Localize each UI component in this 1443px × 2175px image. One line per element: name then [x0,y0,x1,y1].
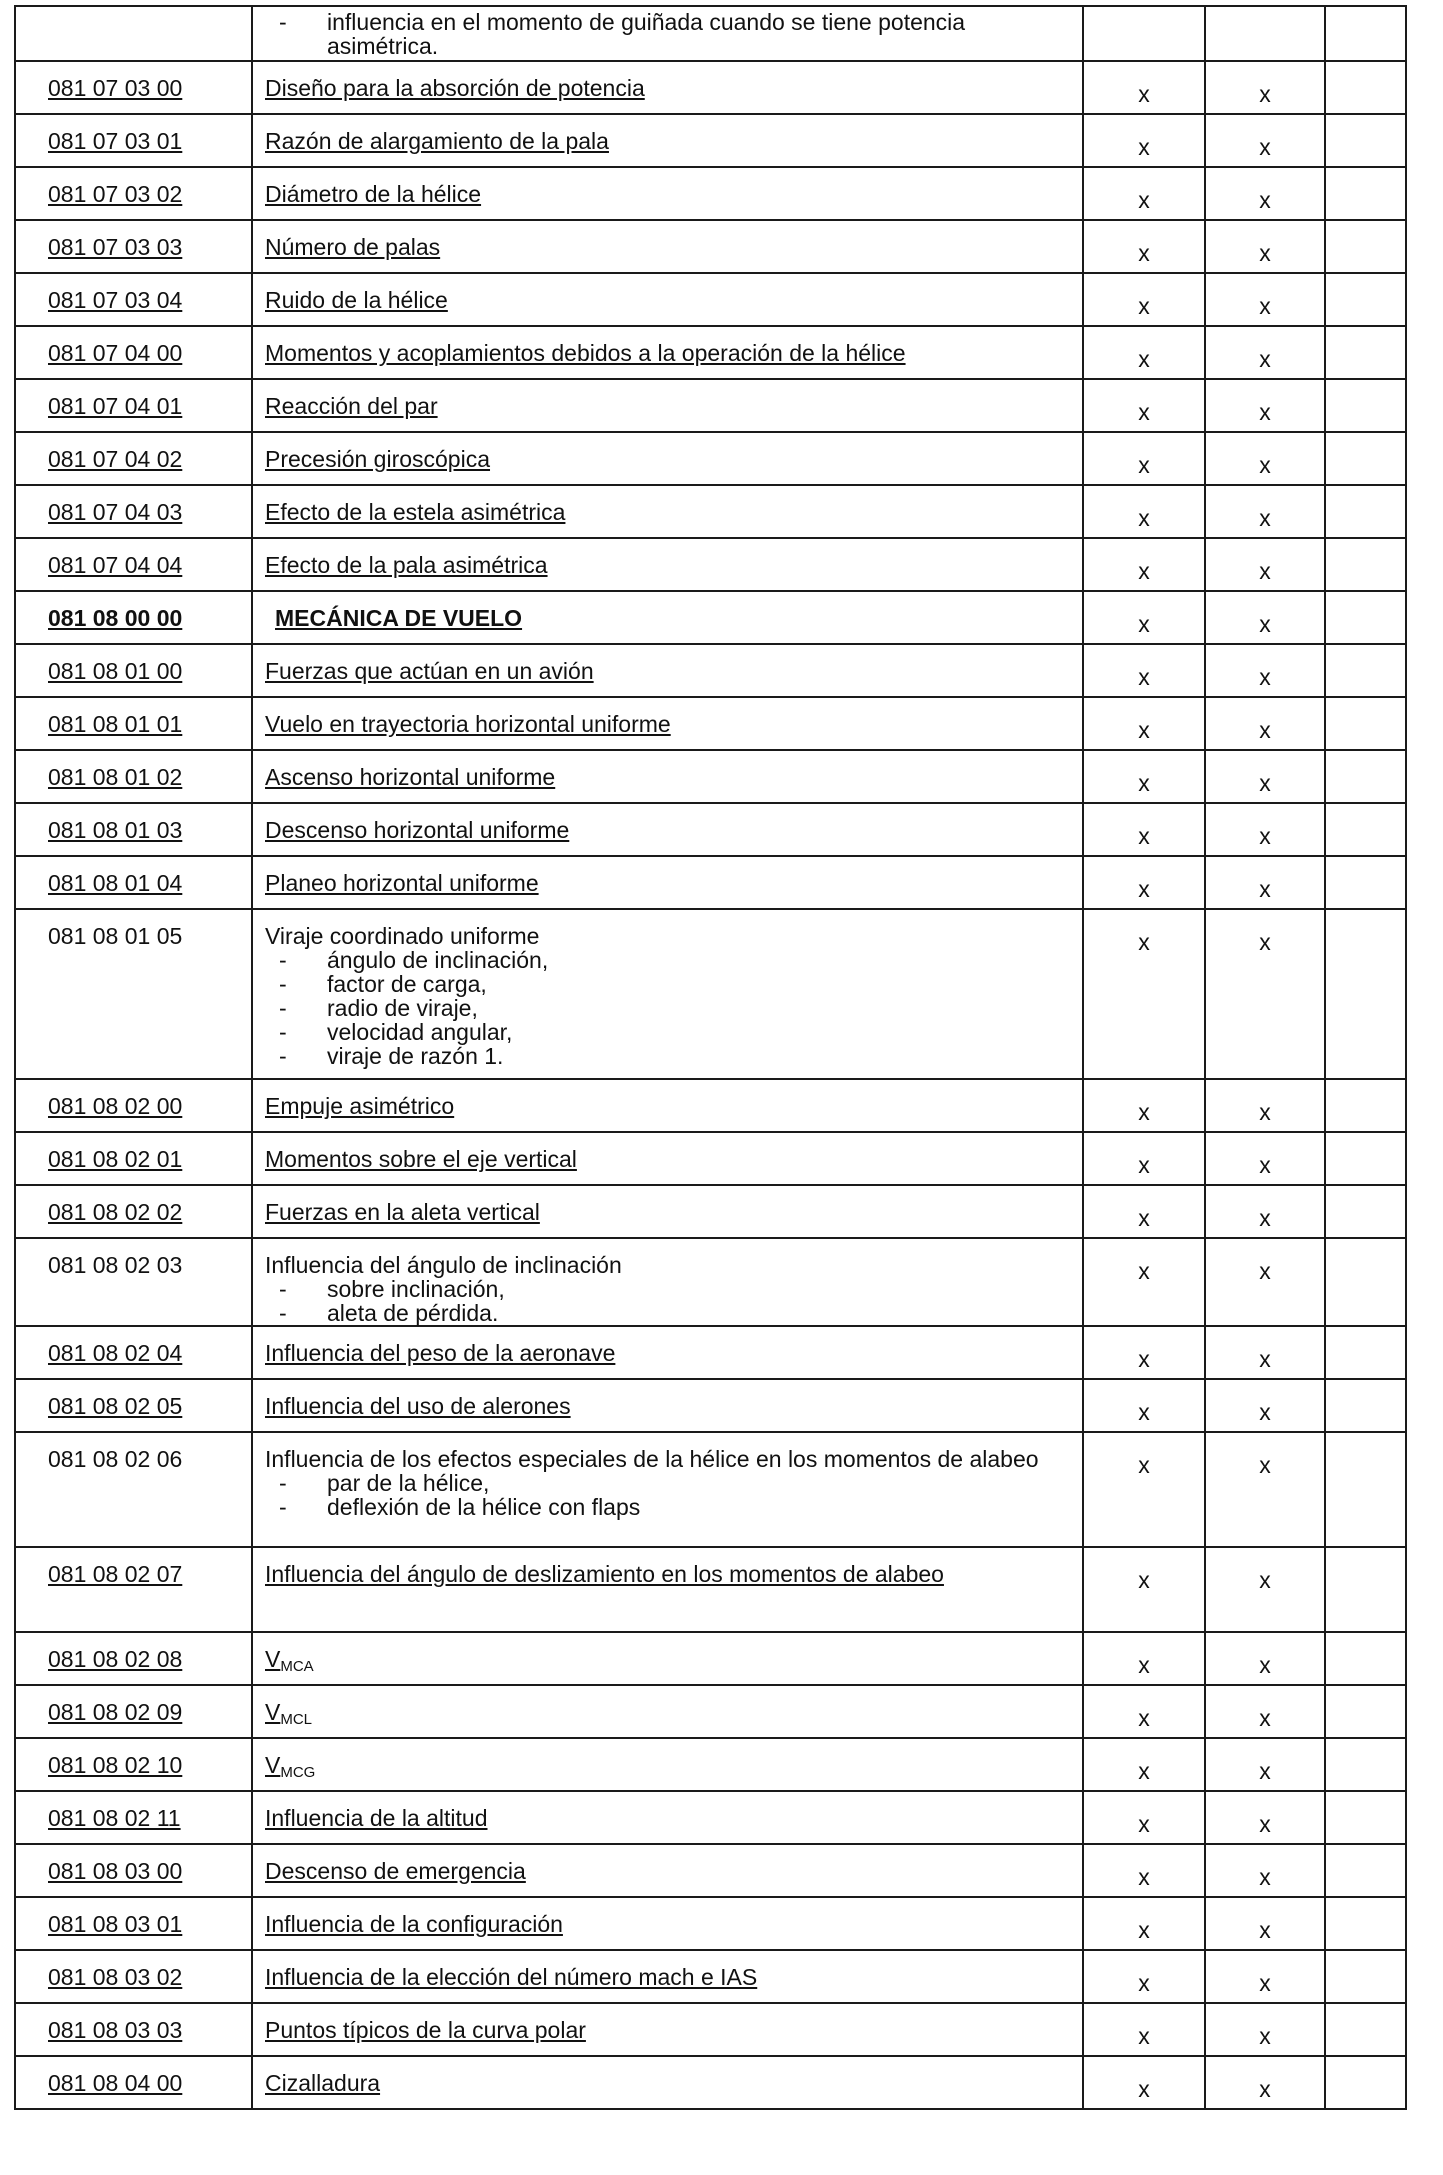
item-title: Influencia de la elección del número mach e IAS [265,1964,758,1990]
item-title: Cizalladura [265,2070,381,2096]
table-row [15,220,1406,273]
mark-col2: x [1205,1432,1325,1547]
item-description [252,1238,1083,1326]
item-title: Influencia de la altitud [265,1805,488,1831]
mark-col1: x [1083,2003,1205,2056]
mark-col2: x [1205,1844,1325,1897]
bullet-text: deflexión de la hélice con flaps [327,1494,641,1520]
empty-cell [1325,2003,1406,2056]
table-row [15,1547,1406,1632]
item-title: Número de palas [265,234,441,260]
mark-col2: x [1205,1685,1325,1738]
item-title: Empuje asimétrico [265,1093,455,1119]
mark-col1: x [1083,485,1205,538]
item-code: 081 08 01 04 [15,856,252,909]
empty-cell [1325,6,1406,61]
item-title: Momentos sobre el eje vertical [265,1146,577,1172]
item-description [252,2003,1083,2056]
mark-col2: x [1205,591,1325,644]
table-row [15,750,1406,803]
item-title: Reacción del par [265,393,438,419]
mark-col2: x [1205,1079,1325,1132]
empty-cell [1325,1379,1406,1432]
item-description [252,1632,1083,1685]
empty-cell [1325,1844,1406,1897]
table-row [15,1844,1406,1897]
item-code: 081 08 02 08 [15,1632,252,1685]
empty-cell [1325,1238,1406,1326]
item-description [252,1950,1083,2003]
mark-col2: x [1205,2056,1325,2109]
item-code: 081 08 02 06 [15,1432,252,1547]
item-code: 081 08 02 05 [15,1379,252,1432]
table-row [15,1897,1406,1950]
item-code: 081 07 04 03 [15,485,252,538]
table-row [15,1685,1406,1738]
item-description [252,114,1083,167]
mark-col1: x [1083,1379,1205,1432]
dash-bullet-icon: - [279,947,287,973]
mark-col2: x [1205,909,1325,1079]
mark-col2: x [1205,379,1325,432]
bullet-text: par de la hélice, [327,1470,490,1496]
mark-col2: x [1205,856,1325,909]
mark-col2: x [1205,697,1325,750]
mark-col1: x [1083,1432,1205,1547]
mark-col1 [1083,6,1205,61]
mark-col2: x [1205,750,1325,803]
item-code: 081 08 00 00 [15,591,252,644]
item-description [252,1547,1083,1632]
mark-col2: x [1205,1132,1325,1185]
item-code: 081 08 02 07 [15,1547,252,1632]
item-title: Momentos y acoplamientos debidos a la operación de la hélice [265,340,906,366]
item-title: V [265,1646,281,1672]
item-description [252,909,1083,1079]
table-row [15,538,1406,591]
table-row [15,61,1406,114]
table-row [15,1185,1406,1238]
item-code: 081 08 02 09 [15,1685,252,1738]
item-description [252,591,1083,644]
mark-col1: x [1083,1685,1205,1738]
item-description [252,750,1083,803]
item-code: 081 07 03 03 [15,220,252,273]
table-row [15,909,1406,1079]
item-description [252,273,1083,326]
item-code: 081 08 02 03 [15,1238,252,1326]
item-code: 081 07 03 00 [15,61,252,114]
empty-cell [1325,1132,1406,1185]
empty-cell [1325,1632,1406,1685]
mark-col2: x [1205,2003,1325,2056]
item-code: 081 07 04 04 [15,538,252,591]
item-code: 081 07 04 01 [15,379,252,432]
item-description [252,856,1083,909]
mark-col1: x [1083,1185,1205,1238]
item-title: Planeo horizontal uniforme [265,870,539,896]
dash-bullet-icon: - [279,1494,287,1520]
mark-col2: x [1205,1547,1325,1632]
item-title: Razón de alargamiento de la pala [265,128,609,154]
bullet-text: ángulo de inclinación, [327,947,549,973]
table-row [15,856,1406,909]
bullet-text: radio de viraje, [327,995,478,1021]
empty-cell [1325,538,1406,591]
item-code: 081 08 01 02 [15,750,252,803]
mark-col2: x [1205,1897,1325,1950]
item-description [252,1379,1083,1432]
dash-bullet-icon: - [279,971,287,997]
empty-cell [1325,1897,1406,1950]
empty-cell [1325,1185,1406,1238]
mark-col2: x [1205,1738,1325,1791]
item-code [15,6,252,61]
bullet-text: viraje de razón 1. [327,1043,504,1069]
mark-col1: x [1083,538,1205,591]
bullet-item [265,972,1074,996]
bullet-text: sobre inclinación, [327,1276,505,1302]
bullet-text: influencia en el momento de guiñada cuando se tiene potencia asimétrica. [327,9,966,59]
mark-col1: x [1083,1632,1205,1685]
item-code: 081 07 03 01 [15,114,252,167]
mark-col1: x [1083,167,1205,220]
mark-col1: x [1083,432,1205,485]
item-description [252,644,1083,697]
mark-col1: x [1083,1791,1205,1844]
mark-col1: x [1083,1738,1205,1791]
mark-col2: x [1205,61,1325,114]
mark-col1: x [1083,644,1205,697]
empty-cell [1325,432,1406,485]
item-title: Fuerzas que actúan en un avión [265,658,594,684]
item-description [252,1132,1083,1185]
mark-col1: x [1083,379,1205,432]
item-code: 081 07 03 02 [15,167,252,220]
table-row [15,591,1406,644]
item-code: 081 08 02 01 [15,1132,252,1185]
empty-cell [1325,856,1406,909]
empty-cell [1325,1738,1406,1791]
item-description [252,1432,1083,1547]
empty-cell [1325,485,1406,538]
table-row [15,1632,1406,1685]
table-row [15,326,1406,379]
mark-col2: x [1205,803,1325,856]
syllabus-table [14,5,1407,2110]
item-title: Descenso horizontal uniforme [265,817,570,843]
mark-col2: x [1205,167,1325,220]
table-row [15,379,1406,432]
dash-bullet-icon: - [279,1043,287,1069]
item-code: 081 08 03 00 [15,1844,252,1897]
item-description [252,1079,1083,1132]
item-title: Efecto de la estela asimétrica [265,499,566,525]
item-code: 081 08 01 05 [15,909,252,1079]
mark-col1: x [1083,803,1205,856]
table-row [15,697,1406,750]
empty-cell [1325,379,1406,432]
mark-col1: x [1083,220,1205,273]
table-row [15,2056,1406,2109]
table-row [15,1432,1406,1547]
item-description [252,326,1083,379]
item-title: Diseño para la absorción de potencia [265,75,645,101]
empty-cell [1325,750,1406,803]
mark-col1: x [1083,591,1205,644]
bullet-item [265,948,1074,972]
item-description [252,1897,1083,1950]
item-title: Fuerzas en la aleta vertical [265,1199,540,1225]
item-code: 081 07 04 00 [15,326,252,379]
item-title: Influencia del ángulo de inclinación [265,1252,622,1278]
dash-bullet-icon: - [279,1276,287,1302]
item-title: V [265,1752,281,1778]
table-row [15,644,1406,697]
mark-col1: x [1083,750,1205,803]
bullet-text: factor de carga, [327,971,487,997]
item-subscript: MCA [280,1658,314,1675]
mark-col2: x [1205,644,1325,697]
item-code: 081 08 01 03 [15,803,252,856]
table-row [15,432,1406,485]
item-title: MECÁNICA DE VUELO [275,605,523,631]
empty-cell [1325,114,1406,167]
mark-col2: x [1205,273,1325,326]
mark-col1: x [1083,1897,1205,1950]
bullet-item [265,10,1074,58]
mark-col1: x [1083,1547,1205,1632]
mark-col1: x [1083,61,1205,114]
bullet-item [265,996,1074,1020]
item-code: 081 08 03 01 [15,1897,252,1950]
item-description [252,1685,1083,1738]
mark-col1: x [1083,909,1205,1079]
item-description [252,485,1083,538]
mark-col2: x [1205,485,1325,538]
item-description [252,697,1083,750]
mark-col1: x [1083,1132,1205,1185]
item-code: 081 08 01 00 [15,644,252,697]
item-description [252,1791,1083,1844]
bullet-text: velocidad angular, [327,1019,513,1045]
mark-col1: x [1083,326,1205,379]
mark-col1: x [1083,1326,1205,1379]
bullet-item [265,1044,1074,1068]
empty-cell [1325,1547,1406,1632]
item-code: 081 07 04 02 [15,432,252,485]
item-code: 081 08 04 00 [15,2056,252,2109]
item-description [252,220,1083,273]
table-row [15,1132,1406,1185]
mark-col1: x [1083,856,1205,909]
table-row [15,1238,1406,1326]
item-code: 081 08 01 01 [15,697,252,750]
mark-col2: x [1205,1791,1325,1844]
item-title: Influencia de los efectos especiales de la hélice en los momentos de alabeo [265,1446,1039,1472]
empty-cell [1325,1326,1406,1379]
mark-col2: x [1205,1238,1325,1326]
mark-col1: x [1083,2056,1205,2109]
item-code: 081 08 02 04 [15,1326,252,1379]
item-description [252,803,1083,856]
table-row [15,167,1406,220]
mark-col2: x [1205,326,1325,379]
item-title: Ascenso horizontal uniforme [265,764,556,790]
bullet-item [265,1495,1074,1519]
item-code: 081 08 03 03 [15,2003,252,2056]
item-description [252,432,1083,485]
table-row [15,1791,1406,1844]
item-description [252,2056,1083,2109]
item-description [252,6,1083,61]
item-description [252,1844,1083,1897]
item-code: 081 07 03 04 [15,273,252,326]
mark-col1: x [1083,1950,1205,2003]
item-title: Efecto de la pala asimétrica [265,552,548,578]
mark-col1: x [1083,114,1205,167]
item-title: Influencia del uso de alerones [265,1393,571,1419]
table-row [15,6,1406,61]
empty-cell [1325,697,1406,750]
table-row [15,1079,1406,1132]
mark-col1: x [1083,273,1205,326]
table-row [15,114,1406,167]
dash-bullet-icon: - [279,1300,287,1326]
bullet-item [265,1020,1074,1044]
item-code: 081 08 02 00 [15,1079,252,1132]
item-title: Descenso de emergencia [265,1858,526,1884]
table-row [15,1326,1406,1379]
mark-col2: x [1205,538,1325,591]
empty-cell [1325,591,1406,644]
empty-cell [1325,326,1406,379]
item-description [252,1326,1083,1379]
item-title: Diámetro de la hélice [265,181,482,207]
mark-col2: x [1205,432,1325,485]
bullet-text: aleta de pérdida. [327,1300,499,1326]
mark-col1: x [1083,697,1205,750]
mark-col2: x [1205,114,1325,167]
table-row [15,1379,1406,1432]
item-title: V [265,1699,281,1725]
mark-col2: x [1205,220,1325,273]
table-row [15,1738,1406,1791]
bullet-item [265,1301,1074,1325]
item-description [252,167,1083,220]
mark-col2: x [1205,1326,1325,1379]
empty-cell [1325,1432,1406,1547]
mark-col1: x [1083,1079,1205,1132]
item-title: Influencia del ángulo de deslizamiento en los momentos de alabeo [265,1561,944,1587]
item-code: 081 08 02 10 [15,1738,252,1791]
table-row [15,803,1406,856]
item-subscript: MCL [280,1711,313,1728]
item-title: Viraje coordinado uniforme [265,923,540,949]
dash-bullet-icon: - [279,995,287,1021]
item-title: Influencia del peso de la aeronave [265,1340,616,1366]
empty-cell [1325,167,1406,220]
empty-cell [1325,803,1406,856]
mark-col2 [1205,6,1325,61]
dash-bullet-icon: - [279,1470,287,1496]
empty-cell [1325,2056,1406,2109]
mark-col2: x [1205,1950,1325,2003]
mark-col2: x [1205,1185,1325,1238]
item-title: Precesión giroscópica [265,446,491,472]
mark-col1: x [1083,1844,1205,1897]
item-code: 081 08 03 02 [15,1950,252,2003]
item-code: 081 08 02 11 [15,1791,252,1844]
empty-cell [1325,1791,1406,1844]
table-row [15,485,1406,538]
empty-cell [1325,1950,1406,2003]
item-description [252,379,1083,432]
item-title: Vuelo en trayectoria horizontal uniforme [265,711,671,737]
item-title: Influencia de la configuración [265,1911,563,1937]
dash-bullet-icon: - [279,1019,287,1045]
empty-cell [1325,909,1406,1079]
mark-col2: x [1205,1632,1325,1685]
table-row [15,273,1406,326]
mark-col2: x [1205,1379,1325,1432]
item-code: 081 08 02 02 [15,1185,252,1238]
table-row [15,2003,1406,2056]
empty-cell [1325,1685,1406,1738]
empty-cell [1325,1079,1406,1132]
empty-cell [1325,644,1406,697]
item-title: Puntos típicos de la curva polar [265,2017,586,2043]
item-title: Ruido de la hélice [265,287,448,313]
table-row [15,1950,1406,2003]
empty-cell [1325,61,1406,114]
dash-bullet-icon: - [279,9,287,35]
mark-col1: x [1083,1238,1205,1326]
item-description [252,1738,1083,1791]
empty-cell [1325,273,1406,326]
bullet-item [265,1277,1074,1301]
item-description [252,1185,1083,1238]
item-description [252,538,1083,591]
bullet-item [265,1471,1074,1495]
item-subscript: MCG [280,1764,316,1781]
empty-cell [1325,220,1406,273]
item-description [252,61,1083,114]
